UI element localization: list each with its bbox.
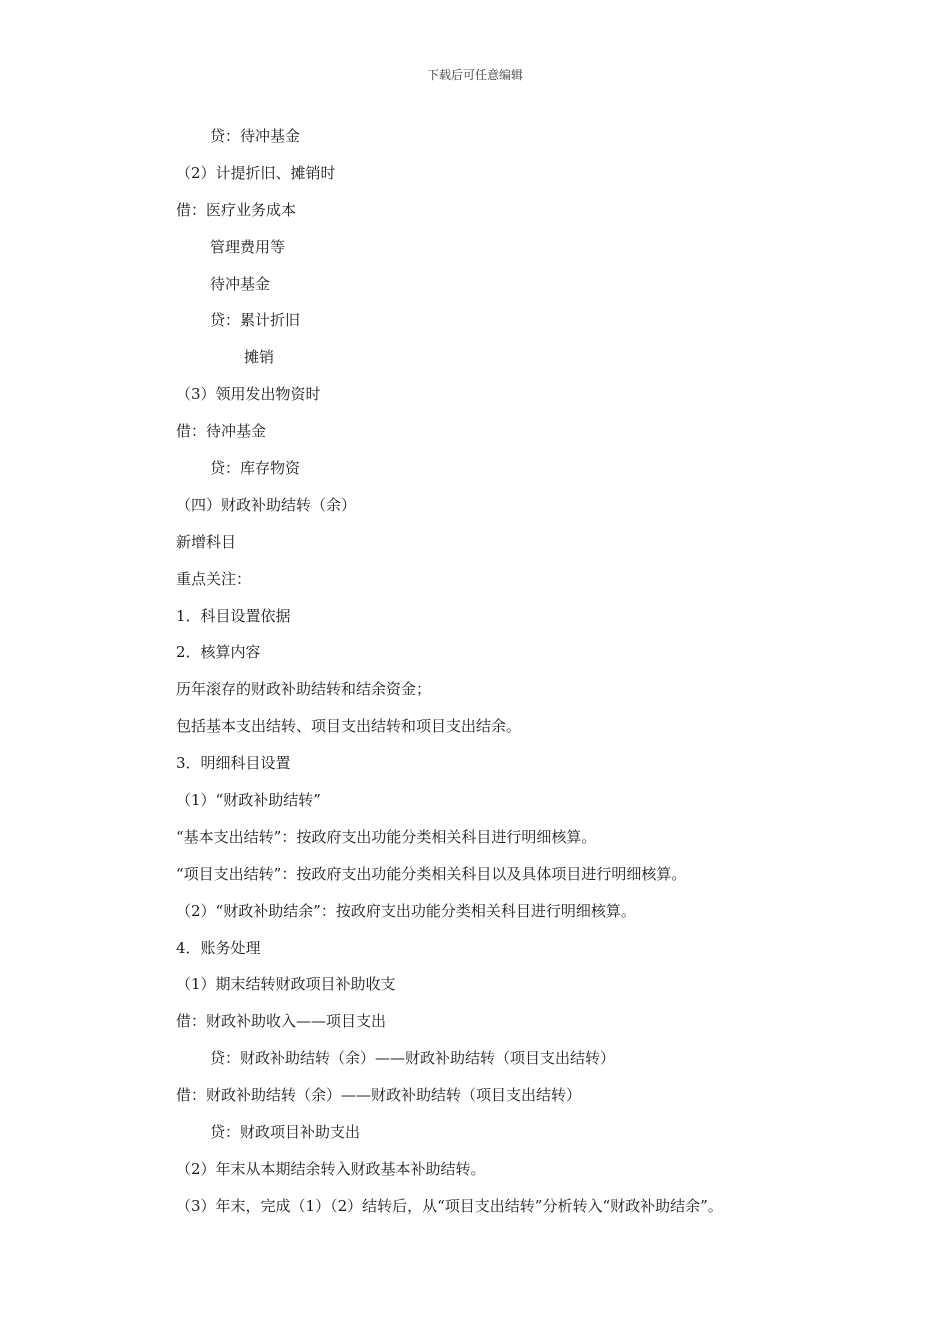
text-line: 4．账务处理 (176, 938, 261, 957)
section-heading: （四）财政补助结转（余） (176, 495, 357, 514)
text-line: 摊销 (244, 348, 275, 367)
text-line: 借：医疗业务成本 (176, 200, 297, 219)
text-line: （2）计提折旧、摊销时 (176, 163, 336, 182)
text-line: 贷：库存物资 (210, 459, 301, 478)
text-line: （3）年末，完成（1）（2）结转后，从“项目支出结转”分析转入“财政补助结余”。 (176, 1196, 723, 1215)
text-line: 历年滚存的财政补助结转和结余资金； (176, 680, 432, 699)
text-line: “项目支出结转”：按政府支出功能分类相关科目以及具体项目进行明细核算。 (176, 864, 687, 883)
text-line: （2）年末从本期结余转入财政基本补助结转。 (176, 1159, 486, 1178)
text-line: 贷：财政项目补助支出 (210, 1123, 361, 1142)
text-line: 3．明细科目设置 (176, 754, 291, 773)
page-header: 下载后可任意编辑 (426, 68, 523, 82)
text-line: 借：财政补助结转（余）——财政补助结转（项目支出结转） (176, 1086, 582, 1105)
text-line: 新增科目 (176, 532, 237, 551)
text-line: 借：待冲基金 (176, 422, 267, 441)
text-line: 2．核算内容 (176, 643, 261, 662)
text-line: 重点关注： (176, 569, 252, 588)
text-line: 管理费用等 (210, 237, 286, 256)
text-line: 1．科目设置依据 (176, 606, 291, 625)
text-line: 待冲基金 (210, 274, 271, 293)
text-line: “基本支出结转”：按政府支出功能分类相关科目进行明细核算。 (176, 827, 597, 846)
text-line: 贷：待冲基金 (210, 127, 301, 145)
text-line: 贷：累计折旧 (210, 311, 301, 330)
text-line: （2）“财政补助结余”：按政府支出功能分类相关科目进行明细核算。 (176, 901, 636, 920)
text-line: 借：财政补助收入——项目支出 (176, 1012, 387, 1031)
text-line: （1）期末结转财政项目补助收支 (176, 975, 396, 994)
document-body (176, 122, 876, 1229)
text-line: （3）领用发出物资时 (176, 385, 321, 404)
text-line: 贷：财政补助结转（余）——财政补助结转（项目支出结转） (210, 1049, 616, 1068)
text-line: （1）“财政补助结转” (176, 791, 321, 810)
text-line: 包括基本支出结转、项目支出结转和项目支出结余。 (176, 717, 522, 736)
